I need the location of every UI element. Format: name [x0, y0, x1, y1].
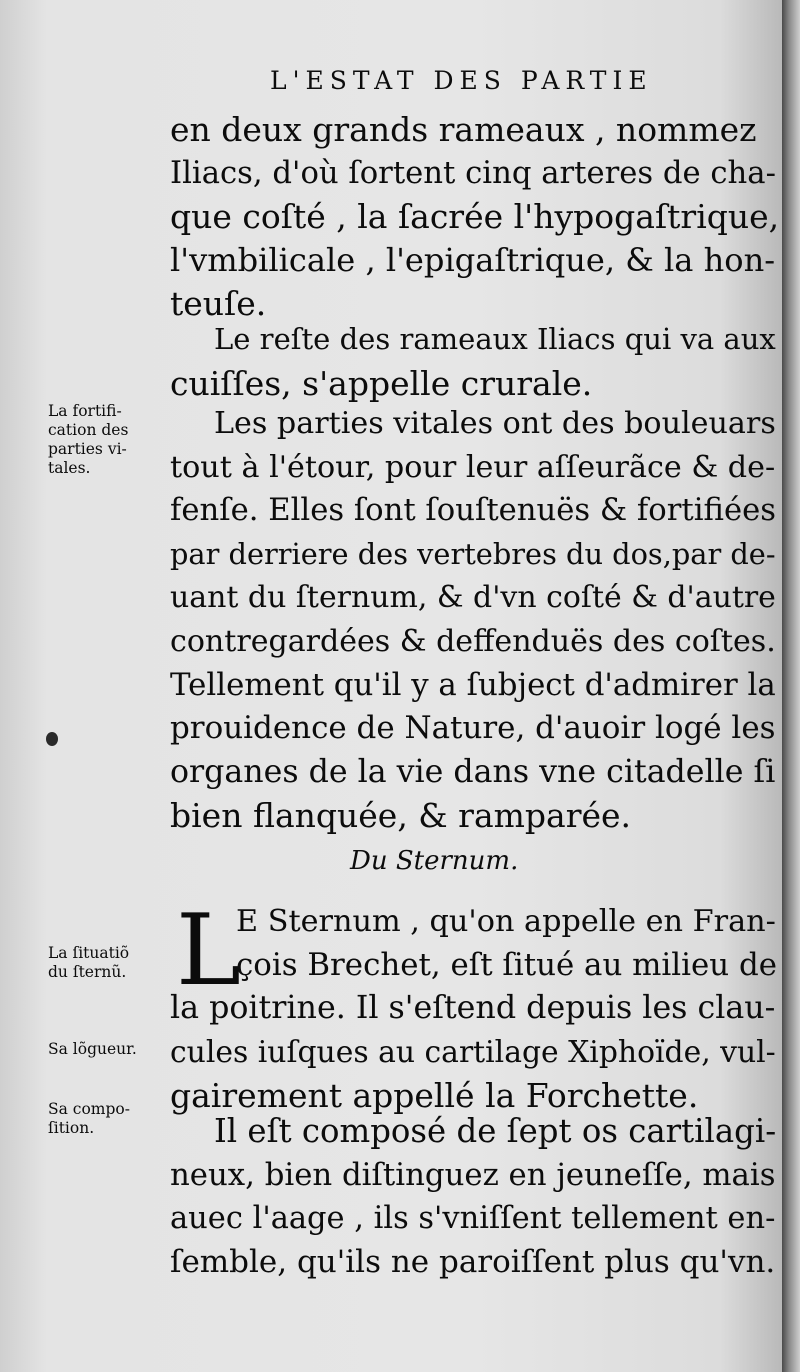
- margin-note-line: parties vi-: [48, 440, 127, 458]
- margin-note-line: Sa lõgueur.: [48, 1040, 137, 1058]
- text-line: cuiſſes, s'appelle crurale.: [170, 363, 593, 403]
- margin-note-composition: [48, 1100, 166, 1138]
- margin-note-line: La ſituatiõ: [48, 944, 130, 962]
- text-line: tout à l'étour, pour leur aſſeurãce & de-: [170, 449, 776, 485]
- margin-note-line: tales.: [48, 459, 91, 477]
- text-block-top: [170, 108, 782, 326]
- text-line: Iliacs, d'où ſortent cinq arteres de cha-: [170, 155, 776, 191]
- page-gutter: [782, 0, 800, 1372]
- margin-note-line: Sa compo-: [48, 1100, 130, 1118]
- text-line: E Sternum , qu'on appelle en Fran-: [236, 904, 776, 939]
- text-line: en deux grands rameaux , nommez: [170, 110, 757, 149]
- margin-note-situation: [48, 944, 166, 982]
- text-line: Il eſt composé de ſept os cartilagi-: [214, 1112, 777, 1150]
- text-line: la poitrine. Il s'eſtend depuis les clau-: [170, 990, 776, 1027]
- text-line: prouidence de Nature, d'auoir logé les: [170, 710, 776, 747]
- margin-note-line: ſition.: [48, 1119, 95, 1137]
- text-line: que coſté , la ſacrée l'hypogaſtrique,: [170, 197, 780, 237]
- text-line: Le reſte des rameaux Iliacs qui va aux: [214, 322, 776, 356]
- margin-note-longueur: [48, 1040, 166, 1059]
- text-line: cules iuſques au cartilage Xiphoïde, vul-: [170, 1034, 776, 1070]
- drop-cap: L: [176, 894, 242, 1008]
- running-head: L'ESTAT DES PARTIE: [270, 66, 653, 95]
- text-line: l'vmbilicale , l'epigaſtrique, & la hon-: [170, 240, 776, 279]
- text-line: Les parties vitales ont des bouleuars: [214, 406, 776, 441]
- section-heading: Du Sternum.: [350, 846, 519, 876]
- margin-note-line: du ſternũ.: [48, 963, 127, 981]
- ink-smudge: [46, 732, 58, 746]
- margin-note-line: cation des: [48, 421, 129, 439]
- text-line: uant du ſternum, & d'vn coſté & d'autre: [170, 580, 776, 616]
- text-block-sternum: [170, 894, 782, 1118]
- text-line: ſemble, qu'ils ne paroiſſent plus qu'vn.: [170, 1243, 776, 1280]
- text-block-vitals: [170, 402, 782, 838]
- text-line: contregardées & deffenduës des coſtes.: [170, 623, 776, 659]
- margin-note-fortification: [48, 402, 166, 478]
- text-line: bien flanquée, & ramparée.: [170, 796, 632, 836]
- margin-note-line: La fortifi-: [48, 402, 122, 420]
- text-block-composition: [170, 1110, 782, 1284]
- text-line: gairement appellé la Forchette.: [170, 1076, 699, 1116]
- text-line: fenſe. Elles ſont ſouſtenuës & fortifiées: [170, 493, 776, 529]
- text-line: çois Brechet, eſt ſitué au milieu de: [236, 946, 777, 983]
- text-line: neux, bien diſtinguez en jeuneſſe, mais: [170, 1156, 776, 1193]
- text-line: organes de la vie dans vne citadelle ſi: [170, 753, 776, 790]
- text-line: auec l'aage , ils s'vniſſent tellement en-: [170, 1201, 776, 1237]
- text-line: teuſe.: [170, 284, 267, 324]
- text-line: par derriere des vertebres du dos,par de-: [170, 536, 776, 571]
- text-line: Tellement qu'il y a ſubject d'admirer la: [170, 666, 776, 703]
- text-block-crural: [170, 318, 782, 405]
